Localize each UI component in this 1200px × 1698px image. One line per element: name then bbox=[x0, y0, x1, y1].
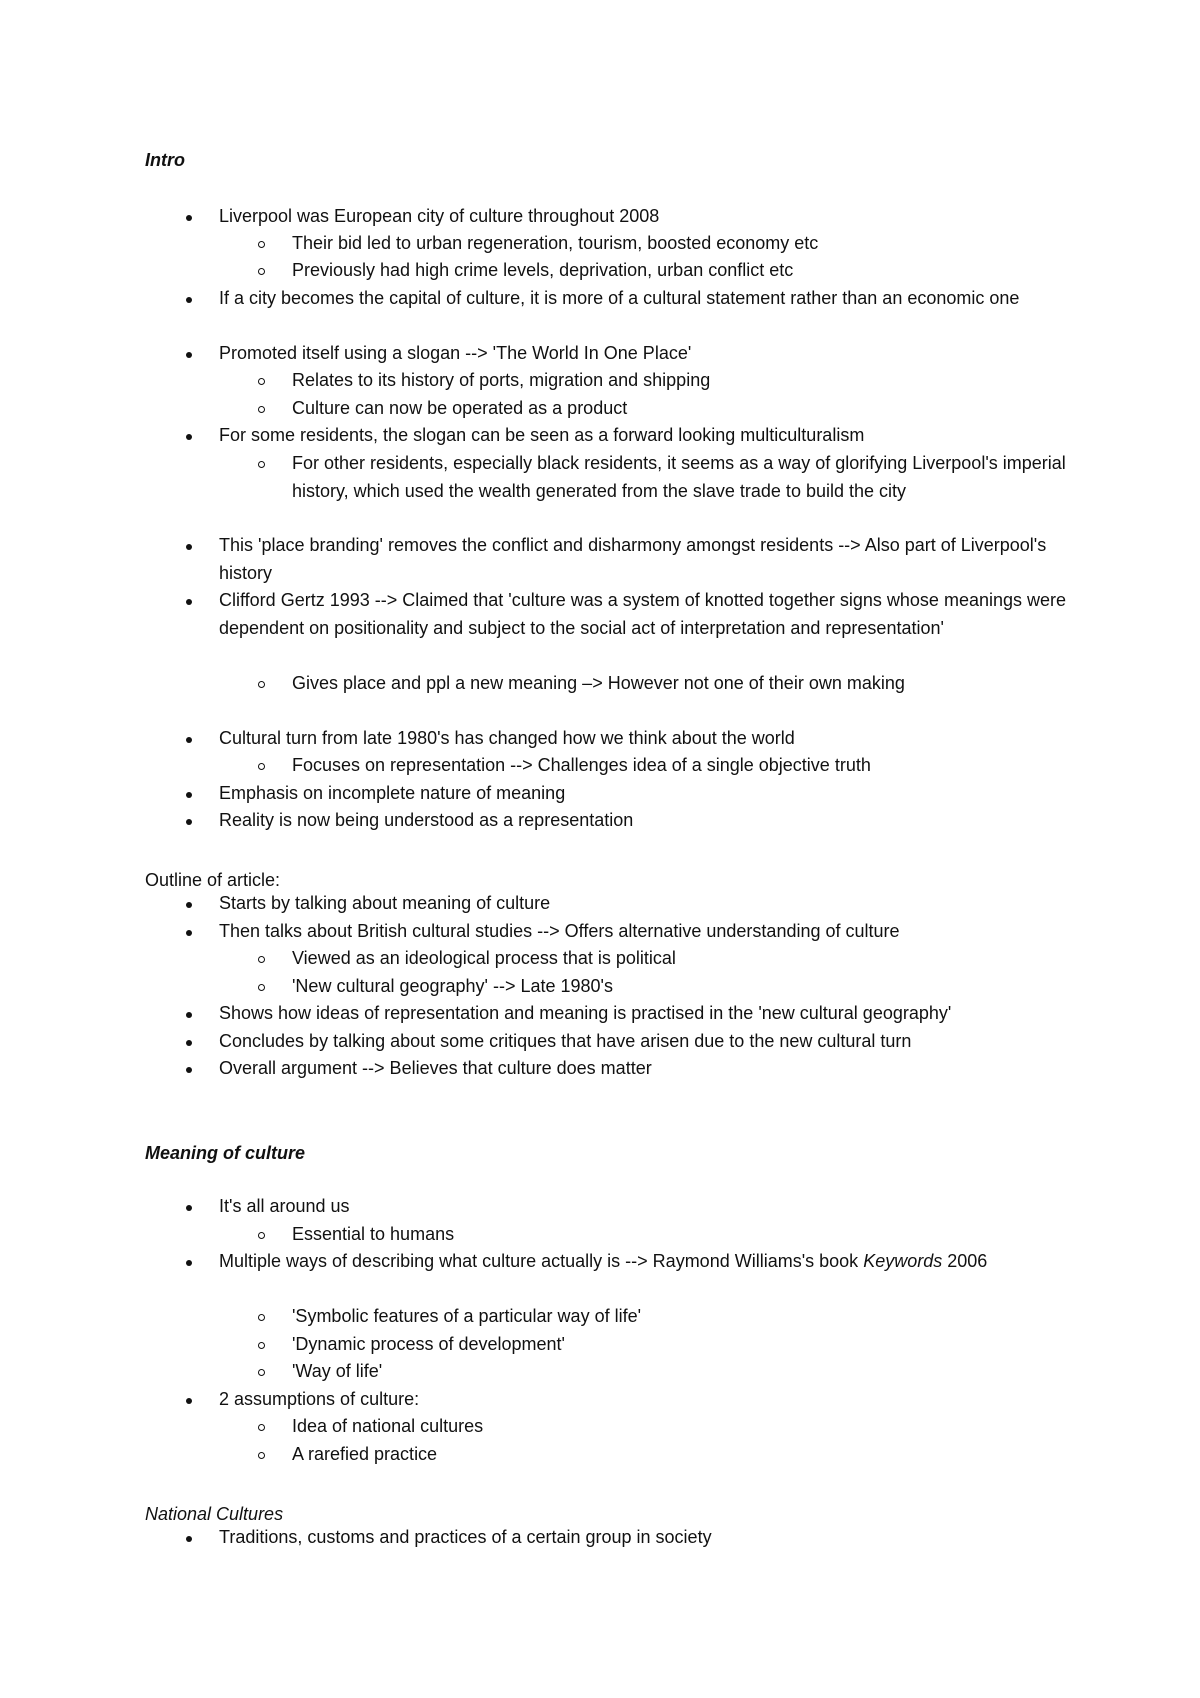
list-item: This 'place branding' removes the conflict and disharmony amongst residents --> Also part of Liverpool's history bbox=[219, 532, 1079, 587]
bullet-disc-icon bbox=[186, 422, 196, 450]
bullet-disc-icon bbox=[186, 918, 196, 946]
meaning-heading: Meaning of culture bbox=[145, 1143, 306, 1163]
bullet-circle-icon bbox=[258, 257, 268, 285]
bullet-circle-icon bbox=[258, 230, 268, 258]
list-item: Clifford Gertz 1993 --> Claimed that 'culture was a system of knotted together signs whose meanings were dependent on positionality and subject to the social act of interpretation and representation' bbox=[219, 587, 1079, 642]
list-item: Traditions, customs and practices of a certain group in society bbox=[219, 1524, 1079, 1552]
list-item: 'Symbolic features of a particular way of life' bbox=[292, 1303, 1082, 1331]
bullet-disc-icon bbox=[186, 780, 196, 808]
bullet-circle-icon bbox=[258, 1303, 268, 1331]
bullet-circle-icon bbox=[258, 1441, 268, 1469]
bullet-circle-icon bbox=[258, 1413, 268, 1441]
list-item: 'New cultural geography' --> Late 1980's bbox=[292, 973, 1082, 1001]
list-item: Gives place and ppl a new meaning –> However not one of their own making bbox=[292, 670, 1082, 698]
list-item: Focuses on representation --> Challenges idea of a single objective truth bbox=[292, 752, 1082, 780]
list-item: Idea of national cultures bbox=[292, 1413, 1082, 1441]
bullet-circle-icon bbox=[258, 1221, 268, 1249]
list-item: Then talks about British cultural studies --> Offers alternative understanding of culture bbox=[219, 918, 1079, 946]
bullet-disc-icon bbox=[186, 1386, 196, 1414]
bullet-disc-icon bbox=[186, 1028, 196, 1056]
bullet-disc-icon bbox=[186, 725, 196, 753]
bullet-circle-icon bbox=[258, 367, 268, 395]
list-item: Culture can now be operated as a product bbox=[292, 395, 1082, 423]
list-item: Reality is now being understood as a representation bbox=[219, 807, 1079, 835]
bullet-circle-icon bbox=[258, 752, 268, 780]
list-item: For some residents, the slogan can be seen as a forward looking multiculturalism bbox=[219, 422, 1079, 450]
bullet-disc-icon bbox=[186, 1524, 196, 1552]
bullet-disc-icon bbox=[186, 285, 196, 313]
list-item: 'Dynamic process of development' bbox=[292, 1331, 1082, 1359]
list-item: For other residents, especially black residents, it seems as a way of glorifying Liverpool's imperial history, which used the wealth generated from the slave trade to build the city bbox=[292, 450, 1082, 505]
list-item: Shows how ideas of representation and meaning is practised in the 'new cultural geography' bbox=[219, 1000, 1079, 1028]
intro-heading: Intro bbox=[145, 150, 185, 170]
bullet-disc-icon bbox=[186, 1055, 196, 1083]
list-item: It's all around us bbox=[219, 1193, 1079, 1221]
bullet-circle-icon bbox=[258, 973, 268, 1001]
bullet-disc-icon bbox=[186, 340, 196, 368]
bullet-circle-icon bbox=[258, 450, 268, 478]
list-item: 2 assumptions of culture: bbox=[219, 1386, 1079, 1414]
bullet-disc-icon bbox=[186, 587, 196, 615]
list-item: Relates to its history of ports, migration and shipping bbox=[292, 367, 1082, 395]
list-item: Concludes by talking about some critiques that have arisen due to the new cultural turn bbox=[219, 1028, 1079, 1056]
bullet-disc-icon bbox=[186, 807, 196, 835]
bullet-disc-icon bbox=[186, 890, 196, 918]
national-heading: National Cultures bbox=[145, 1504, 284, 1524]
list-item: Essential to humans bbox=[292, 1221, 1082, 1249]
list-item: Liverpool was European city of culture throughout 2008 bbox=[219, 203, 1079, 231]
bullet-circle-icon bbox=[258, 1358, 268, 1386]
bullet-circle-icon bbox=[258, 1331, 268, 1359]
bullet-disc-icon bbox=[186, 1248, 196, 1276]
list-item: Multiple ways of describing what culture actually is --> Raymond Williams's book Keywords 2006 bbox=[219, 1248, 1079, 1276]
outline-heading: Outline of article: bbox=[145, 870, 281, 890]
bullet-circle-icon bbox=[258, 395, 268, 423]
bullet-disc-icon bbox=[186, 1193, 196, 1221]
list-item: Starts by talking about meaning of culture bbox=[219, 890, 1079, 918]
bullet-circle-icon bbox=[258, 945, 268, 973]
list-item: Viewed as an ideological process that is political bbox=[292, 945, 1082, 973]
list-item: Overall argument --> Believes that culture does matter bbox=[219, 1055, 1079, 1083]
list-item: 'Way of life' bbox=[292, 1358, 1082, 1386]
list-item: Promoted itself using a slogan --> 'The World In One Place' bbox=[219, 340, 1079, 368]
bullet-circle-icon bbox=[258, 670, 268, 698]
list-item: Their bid led to urban regeneration, tourism, boosted economy etc bbox=[292, 230, 1082, 258]
list-item: Cultural turn from late 1980's has changed how we think about the world bbox=[219, 725, 1079, 753]
list-item: Previously had high crime levels, deprivation, urban conflict etc bbox=[292, 257, 1082, 285]
list-item: Emphasis on incomplete nature of meaning bbox=[219, 780, 1079, 808]
book-title: Keywords bbox=[863, 1251, 943, 1271]
bullet-disc-icon bbox=[186, 203, 196, 231]
bullet-disc-icon bbox=[186, 532, 196, 560]
list-item: A rarefied practice bbox=[292, 1441, 1082, 1469]
bullet-disc-icon bbox=[186, 1000, 196, 1028]
list-item: If a city becomes the capital of culture, it is more of a cultural statement rather than an economic one bbox=[219, 285, 1079, 313]
